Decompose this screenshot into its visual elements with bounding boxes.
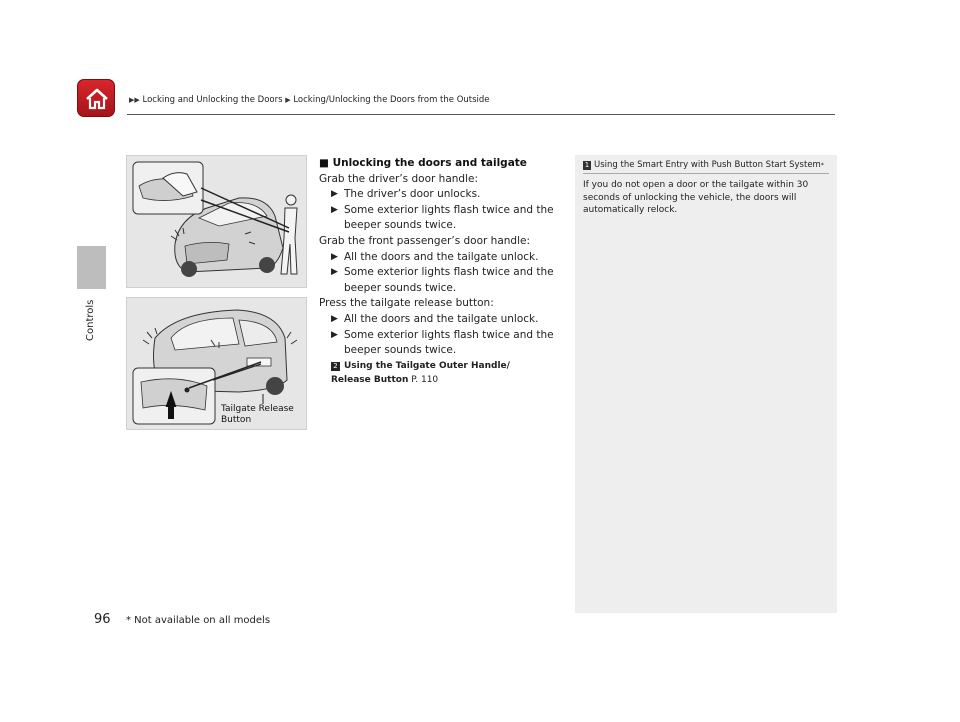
page-number: 96	[94, 612, 111, 627]
cross-reference-link[interactable]: 2 Using the Tailgate Outer Handle/ Release Button P. 110	[331, 360, 510, 385]
result-arrow-icon: ▶	[331, 251, 338, 262]
section-tab-marker	[77, 246, 106, 289]
result-arrow-icon: ▶	[331, 267, 338, 278]
result-arrow-icon: ▶	[331, 329, 338, 340]
note-title: 1 Using the Smart Entry with Push Button Start System *	[583, 160, 829, 174]
result-item: ▶ Some exterior lights flash twice and the beeper sounds twice.	[319, 265, 569, 296]
home-icon	[83, 85, 111, 113]
result-arrow-icon: ▶	[331, 204, 338, 215]
section-tab-label: Controls	[85, 299, 96, 341]
step-tailgate-button: Press the tailgate release button:	[319, 297, 494, 310]
header-divider	[127, 114, 835, 115]
note-number-icon: 1	[584, 160, 590, 169]
instructions	[319, 156, 569, 387]
figure-tailgate-release	[126, 297, 307, 430]
result-item: ▶ Some exterior lights flash twice and the beeper sounds twice.	[319, 328, 569, 359]
result-arrow-icon: ▶	[331, 189, 338, 200]
result-item: ▶ Some exterior lights flash twice and the beeper sounds twice.	[319, 203, 569, 234]
car-front-illustration	[127, 156, 307, 288]
reference-arrow-icon: 2	[331, 362, 340, 371]
reference-page: P. 110	[411, 374, 439, 385]
result-arrow-icon: ▶	[331, 313, 338, 324]
footnote: * Not available on all models	[126, 615, 271, 626]
result-item: ▶ All the doors and the tailgate unlock.	[319, 312, 569, 328]
side-note-panel	[575, 155, 837, 613]
tailgate-release-button-callout: Tailgate Release Button	[221, 404, 294, 425]
figure-door-handle	[126, 155, 307, 288]
breadcrumb-level2[interactable]: Locking/Unlocking the Doors from the Outside	[293, 95, 490, 105]
step-passenger-handle: Grab the front passenger’s door handle:	[319, 234, 531, 247]
home-button[interactable]	[77, 79, 115, 117]
step-driver-handle: Grab the driver’s door handle:	[319, 172, 478, 185]
section-title: ■ Unlocking the doors and tailgate	[319, 157, 527, 169]
note-body: If you do not open a door or the tailgate within 30 seconds of unlocking the vehicle, the doors will automatically relock.	[583, 180, 809, 215]
result-item: ▶ All the doors and the tailgate unlock.	[319, 250, 569, 266]
result-item: ▶ The driver’s door unlocks.	[319, 187, 569, 203]
breadcrumb-level1[interactable]: Locking and Unlocking the Doors	[142, 95, 283, 105]
breadcrumb: ▶▶ Locking and Unlocking the Doors ▶ Locking/Unlocking the Doors from the Outside	[129, 95, 490, 105]
